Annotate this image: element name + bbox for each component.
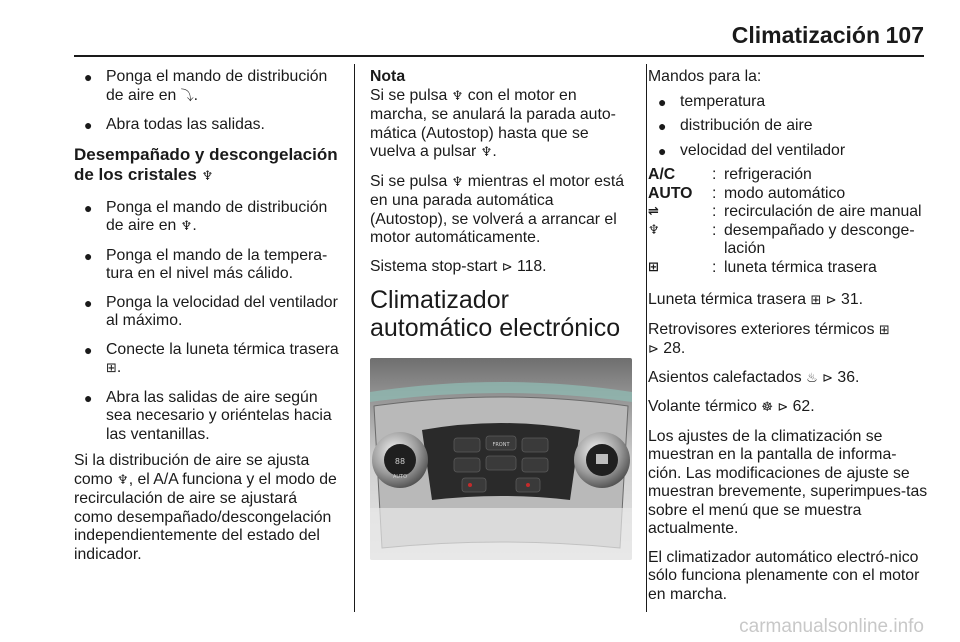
bullet-dot: ● [84, 199, 93, 216]
cross-reference: Asientos calefactados ♨ ⊳ 36. [648, 368, 860, 386]
list-item: ● Conecte la luneta térmica trasera ⊞. [84, 340, 339, 376]
legend-row: ⊞ : luneta térmica trasera [648, 258, 877, 276]
heated-steering-wheel-icon: ☸ [761, 400, 773, 415]
bullet-dot: ● [658, 93, 667, 110]
list-item: ● Abra las salidas de aire según sea necesario y oriéntelas hacia las ventanillas. [84, 388, 332, 443]
ac-label: A/C [648, 166, 676, 183]
rear-defrost-icon: ⊞ [878, 322, 890, 338]
bullet-dot: ● [84, 389, 93, 406]
bullet-dot: ● [84, 69, 93, 85]
column-3 [648, 68, 928, 614]
front-defrost-icon: ♆ [180, 219, 193, 234]
rear-defrost-icon: ⊞ [106, 361, 117, 376]
front-defrost-icon: ♆ [451, 174, 464, 190]
climate-control-photo [370, 358, 632, 560]
paragraph: Si la distribución de aire se ajusta como ♆, el A/A funciona y el modo de recirculación de aire se ajustará como desempañado/descongelación independientemente del estado del indicador. [74, 452, 337, 563]
climate-panel-illustration [370, 358, 632, 560]
column-divider-2 [646, 64, 647, 612]
legend-row: A/C : refrigeración [648, 166, 812, 183]
recirculation-icon: ⇌ [648, 204, 659, 219]
bullet-dot: ● [84, 117, 93, 133]
cross-reference: Luneta térmica trasera ⊞ ⊳ 31. [648, 291, 863, 308]
paragraph: El climatizador automático electró-nico sólo funciona plenamente con el motor en marcha. [648, 548, 920, 603]
bullet-dot: ● [658, 118, 667, 134]
controls-legend [648, 166, 938, 277]
bullet-dot: ● [658, 142, 667, 159]
svg-text:88: 88 [394, 457, 406, 466]
svg-text:FRONT: FRONT [492, 442, 510, 448]
bullet-dot: ● [84, 341, 93, 358]
rear-defrost-icon: ⊞ [648, 259, 659, 275]
page-title: Climatización [731, 22, 880, 48]
section-heading: Desempañado y descongelación de los cristales ♆ [74, 144, 338, 184]
page-header [0, 0, 960, 58]
column-1 [74, 68, 340, 574]
front-defrost-icon: ♆ [201, 168, 214, 184]
list-item: ● Abra todas las salidas. [84, 116, 265, 133]
page-ref-arrow-icon: ⊳ [825, 292, 837, 307]
column-divider-1 [354, 64, 355, 612]
legend-row: ♆ : desempañado y desconge-lación [648, 221, 915, 257]
air-distribution-icon: ⤵ [180, 88, 194, 104]
legend-row: AUTO : modo automático [648, 184, 846, 202]
list-item: ● Ponga el mando de distribución de aire en ♆. [84, 198, 328, 234]
note-title: Nota [370, 68, 406, 85]
header-rule [74, 55, 924, 57]
page-ref-arrow-icon: ⊳ [501, 258, 513, 274]
front-defrost-icon: ♆ [648, 222, 660, 238]
rear-defrost-icon: ⊞ [810, 293, 822, 308]
page-ref-arrow-icon: ⊳ [822, 369, 834, 385]
page-ref-arrow-icon: ⊳ [777, 399, 789, 414]
section-title: Climatizador automático electrónico [370, 286, 621, 342]
front-defrost-icon: ♆ [480, 145, 493, 160]
bullet-dot: ● [84, 247, 93, 264]
list-item: ● Ponga la velocidad del ventilador al máximo. [84, 293, 338, 329]
list-item: ● temperatura [658, 92, 766, 110]
svg-text:AUTO: AUTO [392, 474, 408, 480]
front-defrost-icon: ♆ [451, 88, 464, 104]
note-paragraph: Si se pulsa ♆ con el motor en marcha, se anulará la parada auto-mática (Autostop) hasta que se vuelva a pulsar ♆. [370, 86, 616, 160]
cross-reference: Sistema stop-start ⊳ 118. [370, 257, 547, 275]
legend-row: ⇌ : recirculación de aire manual [648, 203, 922, 220]
cross-reference: Retrovisores exteriores térmicos ⊞ ⊳ 28. [648, 320, 890, 357]
page-ref-arrow-icon: ⊳ [648, 341, 659, 356]
list-item: ● velocidad del ventilador [658, 141, 846, 159]
heated-seat-icon: ♨ [806, 370, 818, 386]
column-2 [370, 68, 632, 560]
paragraph: Los ajustes de la climatización se muestran en la pantalla de informa-ción. Las modificaciones de ajuste se muestran brevemente, superimpues-tas sobre el menú que se muestra actualmente. [648, 427, 928, 537]
list-item: ● distribución de aire [658, 117, 813, 134]
note-paragraph: Si se pulsa ♆ mientras el motor está en una parada automática (Autostop), se volverá a arrancar el motor automáticamente. [370, 172, 624, 246]
auto-label: AUTO [648, 184, 693, 202]
cross-reference: Volante térmico ☸ ⊳ 62. [648, 398, 815, 415]
list-item: ● Ponga el mando de distribución de aire en ⤵. [84, 68, 328, 104]
watermark: carmanualsonline.info [739, 616, 924, 637]
page-number: 107 [885, 22, 924, 48]
list-item: ● Ponga el mando de la tempera-tura en el nivel más cálido. [84, 246, 328, 282]
intro-text: Mandos para la: [648, 68, 762, 85]
bullet-dot: ● [84, 294, 93, 311]
front-defrost-icon: ♆ [117, 472, 129, 488]
